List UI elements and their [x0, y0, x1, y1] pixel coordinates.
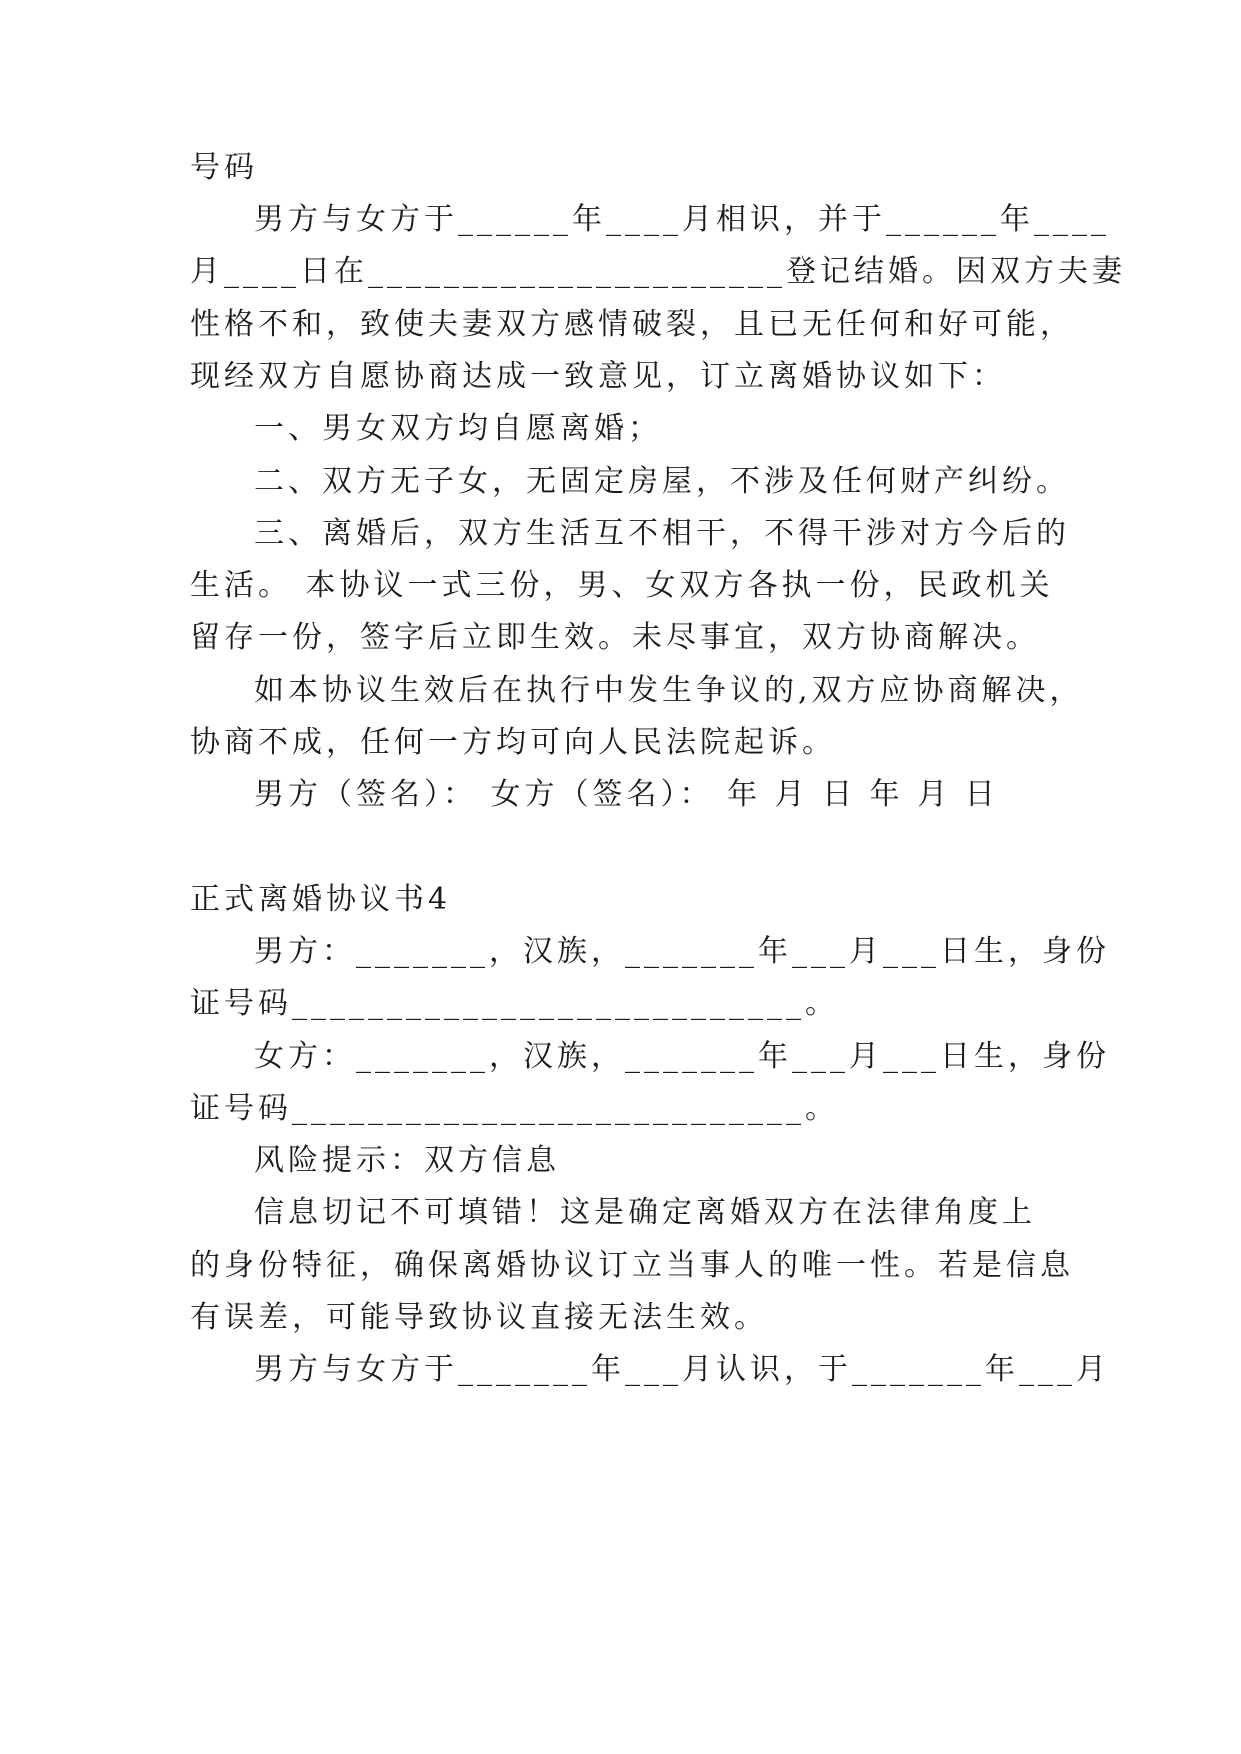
text-line: 信息切记不可填错！这是确定离婚双方在法律角度上	[254, 1195, 1036, 1230]
text-line: 的身份特征，确保离婚协议订立当事人的唯一性。若是信息	[190, 1248, 1074, 1283]
male-id-line: 证号码___________________________。	[190, 986, 839, 1021]
text-line: 留存一份，签字后立即生效。未尽事宜，双方协商解决。	[190, 620, 1040, 655]
male-info-line: 男方：_______，汉族，_______年___月___日生，身份	[254, 934, 1110, 969]
text-line: 性格不和，致使夫妻双方感情破裂，且已无任何和好可能，	[190, 307, 1074, 342]
section-title: 正式离婚协议书4	[190, 882, 452, 917]
risk-heading: 风险提示：双方信息	[254, 1143, 560, 1178]
clause-2: 二、双方无子女，无固定房屋，不涉及任何财产纠纷。	[254, 464, 1070, 499]
text-line: 男方与女方于_______年___月认识，于_______年___月	[254, 1352, 1110, 1387]
text-line: 月____日在______________________登记结婚。因双方夫妻	[190, 254, 1126, 289]
text-line: 有误差，可能导致协议直接无法生效。	[190, 1300, 768, 1335]
clause-3: 三、离婚后，双方生活互不相干，不得干涉对方今后的	[254, 516, 1070, 551]
clause-1: 一、男女双方均自愿离婚；	[254, 411, 662, 446]
text-line: 男方与女方于______年____月相识，并于______年____	[254, 202, 1110, 237]
female-info-line: 女方：_______，汉族，_______年___月___日生，身份	[254, 1039, 1110, 1074]
female-id-line: 证号码___________________________。	[190, 1091, 839, 1126]
text-line: 如本协议生效后在执行中发生争议的,双方应协商解决，	[254, 673, 1084, 708]
text-line: 现经双方自愿协商达成一致意见，订立离婚协议如下：	[190, 359, 1006, 394]
signature-line: 男方（签名）： 女方（签名）： 年 月 日 年 月 日	[254, 777, 999, 812]
text-line: 号码	[190, 150, 258, 185]
text-line: 协商不成，任何一方均可向人民法院起诉。	[190, 725, 836, 760]
text-line: 生活。 本协议一式三份，男、女双方各执一份，民政机关	[190, 568, 1054, 603]
